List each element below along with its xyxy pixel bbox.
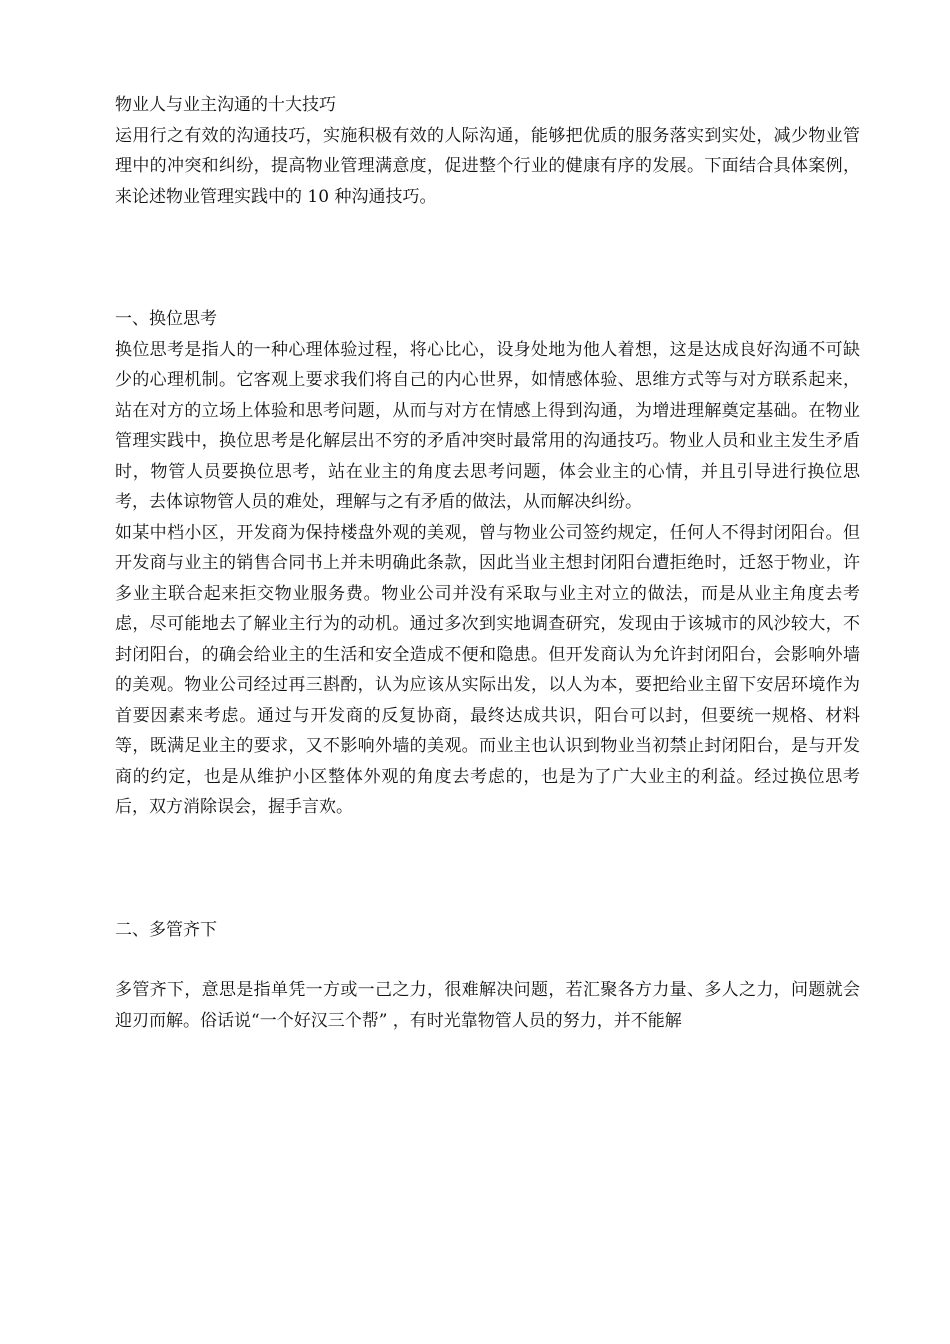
section-heading-1: 一、换位思考	[115, 309, 217, 329]
document-page	[115, 90, 860, 1036]
document-title: 物业人与业主沟通的十大技巧	[115, 95, 336, 115]
section-spacer	[115, 212, 860, 304]
section-2-paragraph-1: 多管齐下，意思是指单凭一方或一己之力，很难解决问题，若汇聚各方力量、多人之力，问题就会迎刃而解。俗话说“一个好汉三个帮” ，有时光靠物管人员的努力，并不能解	[115, 980, 860, 1031]
section-spacer	[115, 823, 860, 915]
heading-spacer	[115, 945, 860, 975]
section-heading-2: 二、多管齐下	[115, 919, 217, 940]
section-1-paragraph-2: 如某中档小区，开发商为保持楼盘外观的美观，曾与物业公司签约规定，任何人不得封闭阳台。但开发商与业主的销售合同书上并未明确此条款，因此当业主想封闭阳台遭拒绝时，迁怒于物业，许多业主联合起来拒交物业服务费。物业公司并没有采取与业主对立的做法，而是从业主角度去考虑，尽可能地去了解业主行为的动机。通过多次到实地调查研究，发现由于该城市的风沙较大，不封闭阳台，的确会给业主的生活和安全造成不便和隐患。但开发商认为允许封闭阳台，会影响外墙的美观。物业公司经过再三斟酌，认为应该从实际出发，以人为本，要把给业主留下安居环境作为首要因素来考虑。通过与开发商的反复协商，最终达成共识，阳台可以封，但要统一规格、材料等，既满足业主的要求，又不影响外墙的美观。而业主也认识到物业当初禁止封闭阳台，是与开发商的约定，也是从维护小区整体外观的角度去考虑的，也是为了广大业主的利益。经过换位思考后，双方消除误会，握手言欢。	[115, 522, 860, 817]
section-1-paragraph-1: 换位思考是指人的一种心理体验过程，将心比心，设身处地为他人着想，这是达成良好沟通不可缺少的心理机制。它客观上要求我们将自己的内心世界，如情感体验、思维方式等与对方联系起来，站在对方的立场上体验和思考问题，从而与对方在情感上得到沟通，为增进理解奠定基础。在物业管理实践中，换位思考是化解层出不穷的矛盾冲突时最常用的沟通技巧。物业人员和业主发生矛盾时，物管人员要换位思考，站在业主的角度去思考问题，体会业主的心情，并且引导进行换位思考，去体谅物管人员的难处，理解与之有矛盾的做法，从而解决纠纷。	[115, 339, 860, 512]
intro-paragraph: 运用行之有效的沟通技巧，实施积极有效的人际沟通，能够把优质的服务落实到实处，减少物业管理中的冲突和纠纷，提高物业管理满意度，促进整个行业的健康有序的发展。下面结合具体案例，来论述物业管理实践中的 10 种沟通技巧。	[115, 125, 860, 207]
